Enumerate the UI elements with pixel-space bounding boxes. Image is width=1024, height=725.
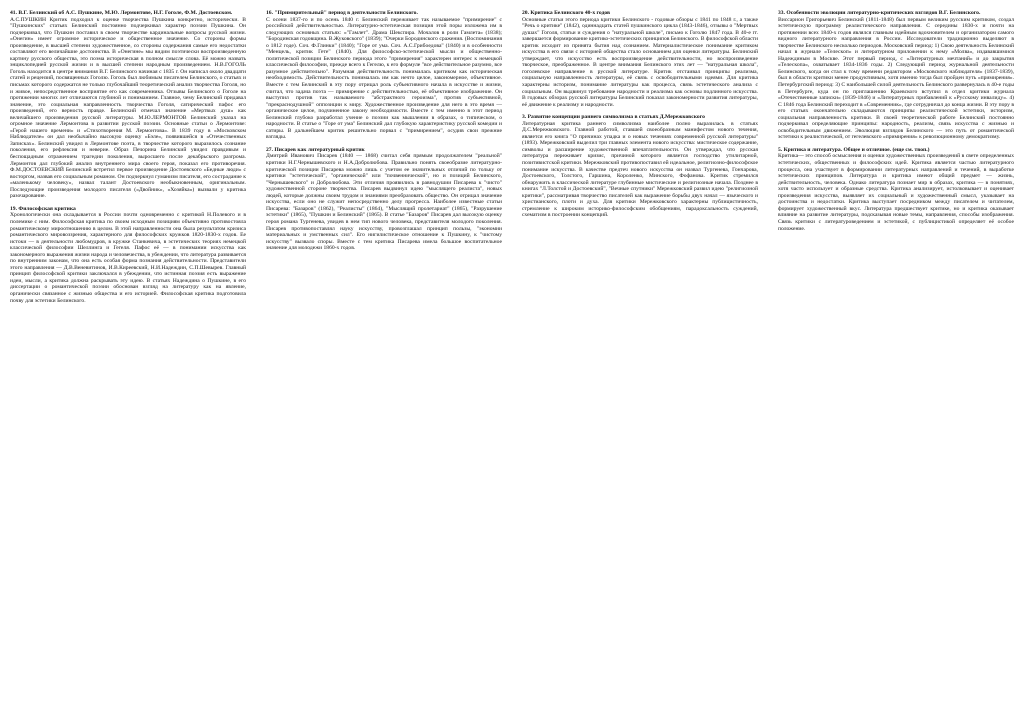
section-41 — [10, 10, 246, 200]
section-text: Критика— это способ осмысления и оценки художественных произведений в свете определенных эстетических, общественных и философских идей. Критика является частью литературного процесса, она участвует в формировании литературных направлений и течений, в выработке эстетических принципов. Литература и критика имеют общий предмет — жизнь, действительность, человека. Однако литература познает мир в образах, критика — в понятиях, хотя часто использует и образные средства. Критика анализирует, истолковывает и оценивает произведения искусства, выявляет их социальный и художественный смысл, указывает на достоинства и недостатки. Критика выступает посредником между писателем и читателем, формирует художественный вкус. Литература предшествует критике, но и критика оказывает влияние на развитие литературы, подсказывая новые темы, направления, способы изображения. Связь критики с литературоведением и эстетикой, с публицистикой определяет её особое положение. — [778, 153, 1014, 232]
section-title: 27. Писарев как литературный критик — [266, 146, 365, 153]
section-3 — [522, 114, 758, 219]
document-page — [10, 10, 1014, 715]
column-4 — [778, 10, 1014, 715]
section-title: 5. Критика и литература. Общее и отличное. (еще см. твоп.) — [778, 146, 930, 153]
column-1 — [10, 10, 246, 715]
section-title: 19. Философская критика — [10, 205, 76, 212]
section-title: 33. Особенности эволюции литературно-критических взглядов В.Г. Белинского. — [778, 10, 981, 16]
section-text: Виссарион Григорьевич Белинский (1811-1848) был первым великим русским критиком, создал эстетическую программу реалистического направления. С середины 1830-х и почти на протяжении всех 1840-х годов являлся главным идейным вдохновителем и организатором самого видного литературного направления в России. Исследователи традиционно выделяют в творчестве Белинского несколько периодов. Московский период: 1) Свою деятельность Белинский начал в журнале «Телескоп» и литературном приложении к нему «Молва», издававшимися Надеждиным в Москве. Этот первый период, с «Литературных мечтаний» и до закрытия «Телескопа», охватывает 1834-1836 годы. 2) Следующий период журнальной деятельности Белинского, когда он стал к тому времени редактором «Московского наблюдателя» (1837-1839), был в области критики менее продуктивным, хотя именно тогда был пройден путь «примирения». Петербургский период: 3) С наибольшей силой деятельность Белинского развернулась в 40-е годы в Петербурге, куда он по приглашению Краевского вступил в отдел критики журнала «Отечественные записки» (1839-1846) и «Литературных прибавлений к «Русскому инвалиду». 4) С 1846 года Белинский переходит в «Современник», где сотрудничал до конца жизни. В эту пору в его статьях окончательно складываются принципы реалистической эстетики, историзм, социальная направленность критики. В своей теоретической работе Белинский постоянно подчеркивал определяющие принципы: народность, реализм, связь искусства с жизнью и освободительным движением. Эволюция взглядов Белинского — это путь от романтической эстетики к реалистической, от гегелевского «примирения» к революционному демократизму. — [778, 16, 1014, 141]
section-title: 16. "Примирительный" период в деятельности Белинского. — [266, 10, 418, 16]
section-text: Хронологически она складывается в России почти одновременно с критикой Н.Полевого и в полемике с ним. Философская критика по своим исходным позициям объективно противостояла романтическому мироотношению в целом. В этой направленности она была результатом кризиса романтического мировоззрения, характерного для философских кружков 1820-1830-х годов. Ее истоки — в деятельности любомудров, в кружке Станкевича, в эстетических теориях немецкой классической философии Шеллинга и Гегеля. Пафос её — в понимании искусства как закономерного выражения жизни народа и человечества, в убеждении, что литература развивается по внутренним законам, что она есть особая форма познания действительности. Представители этого направления — Д.В.Веневитинов, И.В.Киреевский, Н.И.Надеждин, С.П.Шевырев. Главный принцип философской критики заключался в убеждении, что истинная поэзия есть выражение идеи, мысли, а критика должна раскрывать эту идею. В статьях Надеждина о Пушкине, в его диссертации о романтической поэзии обоснован взгляд на литературу как на явление, органически связанное с жизнью общества и его историей. Философская критика подготовила почву для эстетики Белинского. — [10, 212, 246, 304]
column-3 — [522, 10, 758, 715]
section-title: 20. Критика Белинского 40-х годов — [522, 10, 611, 16]
section-text: С осени 1837-го и по осень 1840 г. Белинский переживает так называемое "примирение" с российской действительностью. Литературно-эстетическая позиция этой поры изложена им в следующих основных статьях: «"Гамлет". Драма Шекспира. Мочалов в роли Гамлета» (1838); "Бородинская годовщина. В.Жуковского" (1839); "Очерки Бородинского сражения. (Воспоминания о 1812 годе). Соч. Ф.Глинки" (1840); "Горе от ума. Соч. А.С.Грибоедова" (1840) и в особенности "Менцель, критик Гете" (1840). Для философско-эстетической мысли и общественно-политической позиции Белинского периода этого "примирения" характерен интерес к немецкой классической философии, прежде всего к Гегелю, к его формуле "все действительное разумно, все разумное действительно". Разумная действительность понималась критиком как историческая необходимость. Действительность понималась им как нечто целое, закономерное, объективное. Вместе с тем Белинский в эту пору отрицал роль субъективного начала в искусстве и жизни, считал, что задача поэта — примирение с действительностью, её объективное изображение. Он выступил против так называемого "абстрактного героизма", против субъективной, "прекраснодушной" оппозиции к миру. Художественное произведение для него в это время — органическое целое, подчиненное закону необходимости. Вместе с тем именно в этот период Белинский глубоко разработал учение о поэзии как мышлении в образах, о типическом, о народности. В статье о "Горе от ума" Белинский дал глубокую характеристику русской комедии и сатиры. В дальнейшем критик решительно порвал с "примирением", осудив свои прежние взгляды. — [266, 16, 502, 141]
section-20 — [522, 10, 758, 108]
section-title: 3. Развитие концепции раннего символизма в статьях Д.Мережковского — [522, 114, 705, 121]
column-2 — [266, 10, 502, 715]
section-text: Литературная критика раннего символизма наиболее полно выразилась в статьях Д.С.Мережковского. Главной работой, ставшей своеобразным манифестом нового течения, является его книга "О причинах упадка и о новых течениях современной русской литературы" (1893). Мережковский выделил три главных элемента нового искусства: мистическое содержание, символы и расширение художественной впечатлительности. Он утверждал, что русская литература переживает кризис, причиной которого является господство утилитарной, позитивистской критики. Мережковский противопоставил ей идеальное, религиозно-философское понимание искусства. В качестве предтеч нового искусства он назвал Тургенева, Гончарова, Достоевского, Толстого, Гаршина, Короленко, Минского, Фофанова. Критик стремился обнаружить в классической литературе глубинные мистические и религиозные начала. Позднее в книгах "Л.Толстой и Достоевский", "Вечные спутники" Мережковский развил идею "религиозной критики", рассматривая творчество писателей как выражение борьбы двух начал — языческого и христианского, плоти и духа. Для критики Мережковского характерны публицистичность, стремление к широким историко-философским обобщениям, парадоксальность суждений, схематизм в построении концепций. — [522, 120, 758, 219]
section-27 — [266, 147, 502, 252]
section-33 — [778, 10, 1014, 141]
section-text: А.С.ПУШКИН Критик подходил к оценке творчества Пушкина конкретно, исторически. В "Пушкинских" статьях Белинский постоянно подчеркивал характер поэзии Пушкина. Он подчеркивал, что Пушкин поставил в своем творчестве кардинальные вопросы русской жизни. «Онегин» имеет огромное историческое и общественное значение. Со стороны формы произведение, в высшей степени художественное, со стороны содержания самые его недостатки составляют его величайшие достоинства. В «Онегине» мы видим поэтически воспроизведенную картину русского общества, это поэма историческая в полном смысле слова. Её можно назвать энциклопедией русской жизни и в высшей степени народным произведением. Н.В.ГОГОЛЬ Гоголь находится в центре внимания В.Г. Белинского начиная с 1835 г. Он написал около двадцати статей и рецензий, посвященных Гоголю. Гоголь был любимым писателем Белинского, о статьях и письмах которого содержатся не только глубочайший теоретический анализ творчества Гоголя, но и живое, непосредственное восприятие его как современника. Отзывы Белинского о Гоголе на протяжении многих лет отличаются глубиной и пониманием. Главное, чему Белинский придавал значение, это социальная направленность творчества Гоголя, сатирический пафос его произведений, его верность правде. Белинский отмечал значение «Мертвых душ» как величайшего произведения русской литературы. М.Ю.ЛЕРМОНТОВ Белинский указал на огромное значение Лермонтова в развитии русской поэзии. Основные статьи о Лермонтове: «Герой нашего времени» и «Стихотворения М. Лермонтова». В 1839 году в «Московском Наблюдателе» он дал необычайно высокую оценку «Бэле», появившейся в «Отечественных Записках». Белинский увидел в Лермонтове поэта, в творчестве которого выразилось сознание поколения, его рефлексия и неверие. Образ Печорина Белинский увидел правдивым и беспощадным отражением трагедии поколения, выросшего после декабрьского разгрома. Лермонтов дал глубокий анализ внутреннего мира своего героя, показал его противоречия. Ф.М.ДОСТОЕВСКИЙ Белинский встретил первое произведение Достоевского «Бедные люди» с восторгом, назвав его социальным романом. Он подчеркнул гуманизм писателя, его сострадание к «маленькому человеку», назвал талант Достоевского необыкновенным, оригинальным. Последующие произведения молодого писателя («Двойник», «Хозяйка») вызвали у критика разочарование. — [10, 16, 246, 200]
section-text: Основные статьи этого периода критики Белинского - годовые обзоры с 1841 по 1848 г., а также "Речь о критике" (1842), одиннадцать статей пушкинского цикла (1843-1846), отзывы о "Мертвых душах" Гоголя, статьи и суждения о "натуральной школе", письмо к Гоголю 1847 года. В 40-е гг. завершается формирование критико-эстетических принципов Белинского. В философской области критик исходит из принята бытия над сознанием. Материалистическое понимание критиком искусства в его связи с историей общества стало основанием для оценки литературы. Белинский утверждает, что искусство есть воспроизведение действительности, но воспроизведение творческое, преображенное. В центре внимания Белинского этих лет — "натуральная школа", гоголевское направление в русской литературе. Критик отстаивал принципы реализма, социальную направленность литературы, её связь с освободительными идеями. Для критика характерны историзм, понимание литературы как процесса, связь эстетического анализа с социальным. Он выдвинул требование народности и реализма как основы подлинного искусства. В годовых обзорах русской литературы Белинский показал закономерности развития литературы, её движение к реализму и народности. — [522, 16, 758, 108]
section-5 — [778, 147, 1014, 232]
section-text: Дмитрий Иванович Писарев (1840 — 1868) считал себя прямым продолжателем "реальной" критики Н.Г.Чернышевского и Н.А.Добролюбова. Правильно понять своеобразие литературно-критической позиции Писарева можно лишь с учетом ее значительных отличий по тольку от критики "эстетической", "органической" или "почвеннической", но и позиций Белинского, "Чернышевского" и Добролюбова. Эти отличия проявились в равнодушии Писарева к "чисто" художественной стороне творчества. Писарев выдвинул идею "мыслящего реалиста", новых людей, которые должны своим трудом и знаниями преобразовать общество. Он отрицал значение искусства, если оно не служит непосредственно делу прогресса. Наиболее известные статьи Писарева: "Базаров" (1862), "Реалисты" (1864), "Мыслящий пролетариат" (1865), "Разрушение эстетики" (1865), "Пушкин и Белинский" (1865). В статье "Базаров" Писарев дал высокую оценку героя романа Тургенева, увидев в нем тип нового человека, представителя молодого поколения. Писарев противопоставлял науку искусству, провозглашал принцип пользы, "экономии материальных и умственных сил". Его нигилистическое отношение к Пушкину, к "чистому искусству" вызвало споры. Вместе с тем критика Писарева имела большое воспитательное значение для молодежи 1860-х годов. — [266, 153, 502, 252]
section-title: 41. В.Г. Белинский об А.С. Пушкине, М.Ю. Лермонтове, Н.Г. Гоголе, Ф.М. Достоевском. — [10, 10, 233, 16]
section-19 — [10, 206, 246, 304]
section-16 — [266, 10, 502, 141]
